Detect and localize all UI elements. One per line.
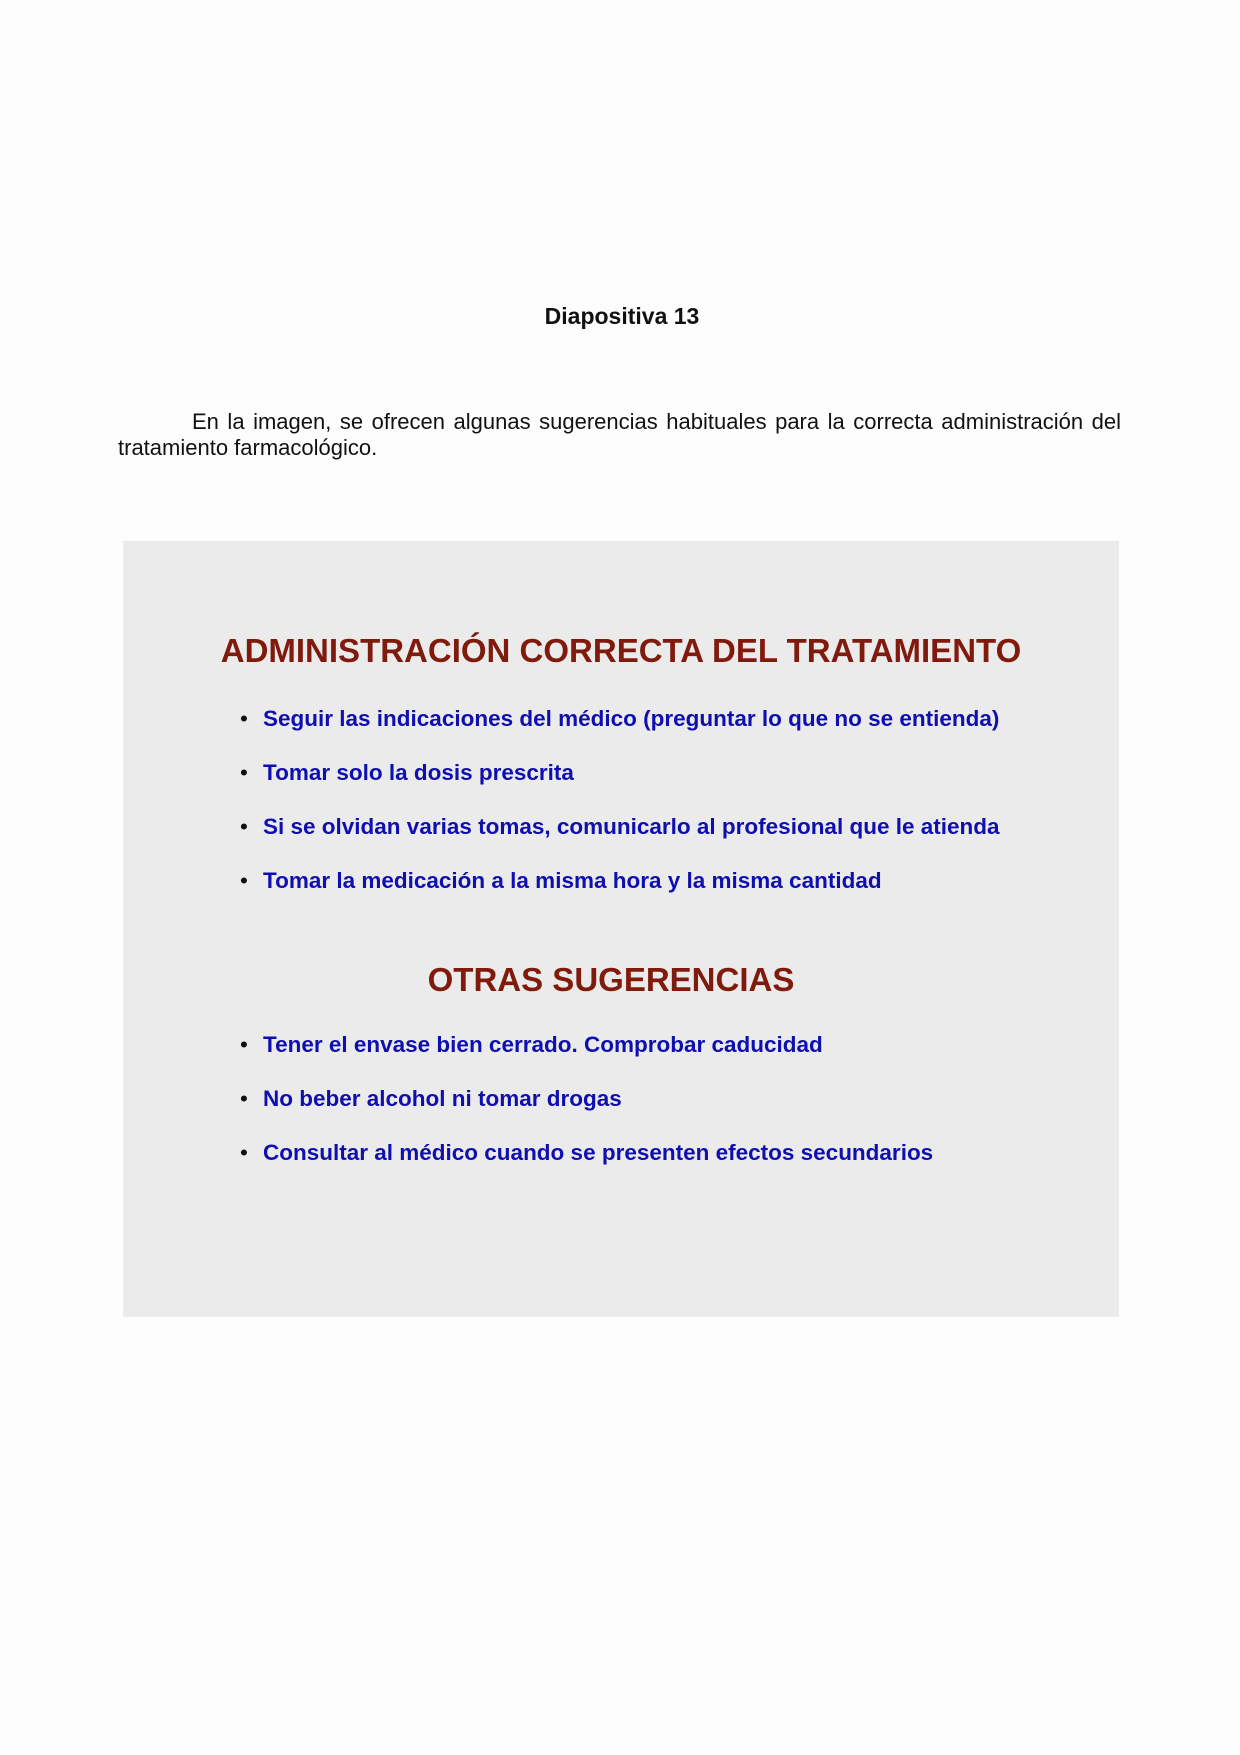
bullet-icon: • xyxy=(240,1032,248,1057)
bullet-icon: • xyxy=(240,1086,248,1111)
list-item-text: Tener el envase bien cerrado. Comprobar caducidad xyxy=(263,1032,823,1057)
section-title-administration: ADMINISTRACIÓN CORRECTA DEL TRATAMIENTO xyxy=(220,632,1022,669)
list-item xyxy=(240,1031,933,1085)
list-item-text: Si se olvidan varias tomas, comunicarlo al profesional que le atienda xyxy=(263,814,1000,839)
list-item-text: Tomar la medicación a la misma hora y la misma cantidad xyxy=(263,868,882,893)
page-title: Diapositiva 13 xyxy=(544,303,700,329)
list-item-text: Consultar al médico cuando se presenten efectos secundarios xyxy=(263,1140,934,1165)
list-item xyxy=(240,705,1000,759)
bullet-icon: • xyxy=(240,1140,248,1165)
list-item xyxy=(240,813,1000,867)
administration-list xyxy=(240,705,1000,921)
list-item-text: Tomar solo la dosis prescrita xyxy=(263,760,574,785)
list-item-text: Seguir las indicaciones del médico (preguntar lo que no se entienda) xyxy=(263,706,1000,731)
bullet-icon: • xyxy=(240,706,248,731)
list-item xyxy=(240,867,1000,921)
other-suggestions-list xyxy=(240,1031,933,1193)
list-item xyxy=(240,1085,933,1139)
intro-paragraph: En la imagen, se ofrecen algunas sugerencias habituales para la correcta administración del tratamiento farmacológico. xyxy=(118,409,1121,460)
bullet-icon: • xyxy=(240,868,248,893)
bullet-icon: • xyxy=(240,814,248,839)
section-title-other-suggestions: OTRAS SUGERENCIAS xyxy=(427,961,795,998)
bullet-icon: • xyxy=(240,760,248,785)
list-item xyxy=(240,759,1000,813)
slide-image xyxy=(123,541,1119,1317)
list-item xyxy=(240,1139,933,1193)
list-item-text: No beber alcohol ni tomar drogas xyxy=(263,1086,622,1111)
